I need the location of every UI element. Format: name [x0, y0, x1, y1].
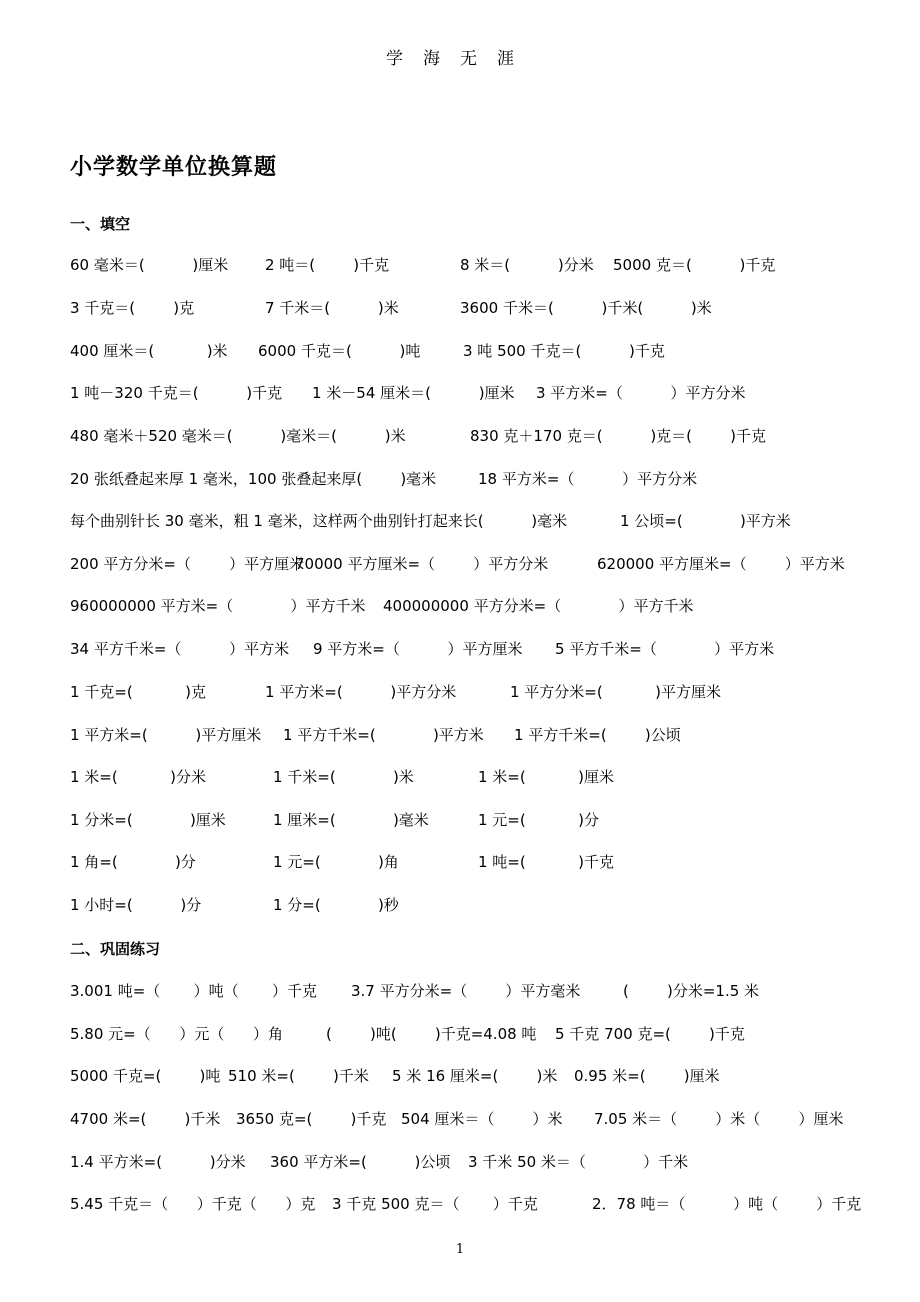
- exercise-item: 1 吨－320 千克＝( )千克: [70, 384, 283, 402]
- exercise-item: 1 平方米=( )平方分米: [265, 683, 457, 701]
- exercise-line: [70, 554, 870, 574]
- exercise-item: 6000 千克＝( )吨: [258, 342, 421, 360]
- exercise-item: 620000 平方厘米=（ ）平方米: [597, 555, 845, 573]
- exercise-item: 3650 克=( )千克: [236, 1110, 387, 1128]
- exercise-line: [70, 682, 870, 702]
- exercise-line: [70, 810, 870, 830]
- exercise-item: 5000 千克=( )吨: [70, 1067, 221, 1085]
- exercise-item: 1 米=( )分米: [70, 768, 207, 786]
- exercise-item: 8 米＝( )分米: [460, 256, 594, 274]
- exercise-item: 5 米 16 厘米=( )米: [392, 1067, 558, 1085]
- exercise-line: [70, 895, 870, 915]
- exercise-item: 1 角=( )分: [70, 853, 196, 871]
- exercise-item: 400000000 平方分米=（ ）平方千米: [383, 597, 694, 615]
- exercise-item: 480 毫米＋520 毫米＝( )毫米＝( )米: [70, 427, 406, 445]
- exercise-item: 3 平方米=（ ）平方分米: [536, 384, 746, 402]
- exercise-item: 3 吨 500 千克＝( )千克: [463, 342, 665, 360]
- exercise-item: 1 公顷=( )平方米: [620, 512, 791, 530]
- exercise-line: [70, 469, 870, 489]
- exercise-item: 1 小时=( )分: [70, 896, 202, 914]
- exercise-line: [70, 981, 870, 1001]
- exercise-item: 1 元=( )角: [273, 853, 399, 871]
- exercise-item: 200 平方分米=（ ）平方厘米: [70, 555, 305, 573]
- exercise-line: [70, 767, 870, 787]
- exercise-item: 1 米=( )厘米: [478, 768, 615, 786]
- exercise-item: ( )分米=1.5 米: [623, 982, 760, 1000]
- exercise-item: 4700 米=( )千米: [70, 1110, 221, 1128]
- exercise-line: [70, 1152, 870, 1172]
- exercise-item: 3600 千米＝( )千米( )米: [460, 299, 712, 317]
- exercise-item: 1 元=( )分: [478, 811, 600, 829]
- exercise-item: 1 厘米=( )毫米: [273, 811, 429, 829]
- page-number: 1: [455, 1242, 465, 1257]
- exercise-item: 3.001 吨=（ ）吨（ ）千克: [70, 982, 318, 1000]
- page-header: 学海无涯: [386, 49, 534, 69]
- exercise-item: 3 千克 500 克＝（ ）千克: [332, 1195, 538, 1213]
- exercise-item: 0.95 米=( )厘米: [574, 1067, 720, 1085]
- exercise-item: 1 平方千米=( )公顷: [514, 726, 681, 744]
- exercise-line: [70, 1109, 870, 1129]
- exercise-item: 每个曲别针长 30 毫米，粗 1 毫米，这样两个曲别针打起来长( )毫米: [70, 512, 568, 530]
- exercise-item: 20 张纸叠起来厚 1 毫米，100 张叠起来厚( )毫米: [70, 470, 437, 488]
- exercise-line: [70, 341, 870, 361]
- exercise-item: 960000000 平方米=（ ）平方千米: [70, 597, 366, 615]
- exercise-item: 2．78 吨＝（ ）吨（ ）千克: [592, 1195, 862, 1213]
- exercise-item: 504 厘米＝（ ）米: [401, 1110, 563, 1128]
- exercise-line: [70, 383, 870, 403]
- exercise-item: 34 平方千米=（ ）平方米: [70, 640, 290, 658]
- exercise-item: 5 千克 700 克=( )千克: [555, 1025, 745, 1043]
- exercise-item: 1 吨=( )千克: [478, 853, 615, 871]
- exercise-line: [70, 298, 870, 318]
- exercise-item: 1 米－54 厘米＝( )厘米: [312, 384, 515, 402]
- exercise-item: 360 平方米=( )公顷: [270, 1153, 451, 1171]
- exercise-item: 7.05 米＝（ ）米（ ）厘米: [594, 1110, 844, 1128]
- exercise-item: 70000 平方厘米=（ ）平方分米: [295, 555, 549, 573]
- exercise-line: [70, 1194, 870, 1214]
- exercise-item: 5.45 千克＝（ ）千克（ ）克: [70, 1195, 316, 1213]
- exercise-item: 3.7 平方分米=（ ）平方毫米: [351, 982, 581, 1000]
- worksheet-title: 小学数学单位换算题: [70, 155, 278, 180]
- exercise-line: [70, 596, 870, 616]
- section-heading-fill-in: 一、填空: [70, 215, 131, 233]
- exercise-item: 2 吨＝( )千克: [265, 256, 390, 274]
- exercise-item: 1 平方千米=( )平方米: [283, 726, 484, 744]
- exercise-item: 60 毫米＝( )厘米: [70, 256, 229, 274]
- exercise-line: [70, 725, 870, 745]
- exercise-item: 5000 克＝( )千克: [613, 256, 776, 274]
- exercise-item: 830 克＋170 克＝( )克＝( )千克: [470, 427, 767, 445]
- exercise-item: 400 厘米＝( )米: [70, 342, 228, 360]
- exercise-item: 1 平方分米=( )平方厘米: [510, 683, 722, 701]
- exercise-line: [70, 511, 870, 531]
- exercise-line: [70, 1024, 870, 1044]
- exercise-item: 7 千米＝( )米: [265, 299, 399, 317]
- exercise-item: 1 分米=( )厘米: [70, 811, 226, 829]
- exercise-item: 9 平方米=（ ）平方厘米: [313, 640, 523, 658]
- exercise-item: ( )吨( )千克=4.08 吨: [326, 1025, 537, 1043]
- exercise-line: [70, 255, 870, 275]
- exercise-item: 3 千米 50 米＝（ ）千米: [468, 1153, 689, 1171]
- exercise-line: [70, 1066, 870, 1086]
- exercise-item: 510 米=( )千米: [228, 1067, 369, 1085]
- section-heading-practice: 二、巩固练习: [70, 940, 161, 958]
- exercise-item: 1 分=( )秒: [273, 896, 399, 914]
- exercise-line: [70, 639, 870, 659]
- exercise-item: 5.80 元=（ ）元（ ）角: [70, 1025, 283, 1043]
- exercise-item: 1 千克=( )克: [70, 683, 207, 701]
- exercise-item: 5 平方千米=（ ）平方米: [555, 640, 775, 658]
- exercise-line: [70, 426, 870, 446]
- exercise-item: 18 平方米=（ ）平方分米: [478, 470, 698, 488]
- exercise-item: 1 平方米=( )平方厘米: [70, 726, 262, 744]
- exercise-item: 1.4 平方米=( )分米: [70, 1153, 246, 1171]
- exercise-item: 3 千克＝( )克: [70, 299, 195, 317]
- exercise-item: 1 千米=( )米: [273, 768, 414, 786]
- exercise-line: [70, 852, 870, 872]
